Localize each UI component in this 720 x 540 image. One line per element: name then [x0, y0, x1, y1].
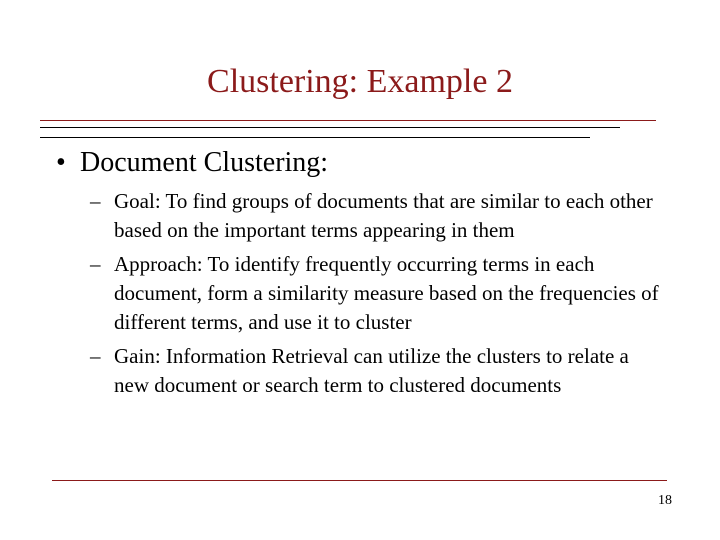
dash-icon: –: [90, 189, 101, 213]
footer-rule: [52, 480, 667, 481]
title-rule-middle: [40, 127, 620, 128]
main-bullet: [56, 144, 676, 182]
bullet-dot-icon: •: [56, 147, 66, 178]
title-rule-top: [40, 120, 656, 121]
dash-icon: –: [90, 344, 101, 368]
sub-bullet-approach: [90, 250, 665, 337]
slide-title: Clustering: Example 2: [207, 63, 513, 100]
sub-bullet-gain: [90, 342, 665, 400]
sub-bullet-text: Gain: Information Retrieval can utilize the clusters to relate a new document or search term to clustered documents: [114, 344, 629, 397]
sub-bullet-text: Approach: To identify frequently occurring terms in each document, form a similarity measure based on the frequencies of different terms, and use it to cluster: [114, 252, 659, 334]
main-bullet-text: Document Clustering:: [80, 147, 329, 178]
title-rule-lower: [40, 137, 590, 138]
sub-bullet-text: Goal: To find groups of documents that are similar to each other based on the important terms appearing in them: [114, 189, 653, 242]
dash-icon: –: [90, 252, 101, 276]
sub-bullet-list: [90, 187, 665, 405]
page-number: 18: [658, 493, 672, 508]
sub-bullet-goal: [90, 187, 665, 245]
